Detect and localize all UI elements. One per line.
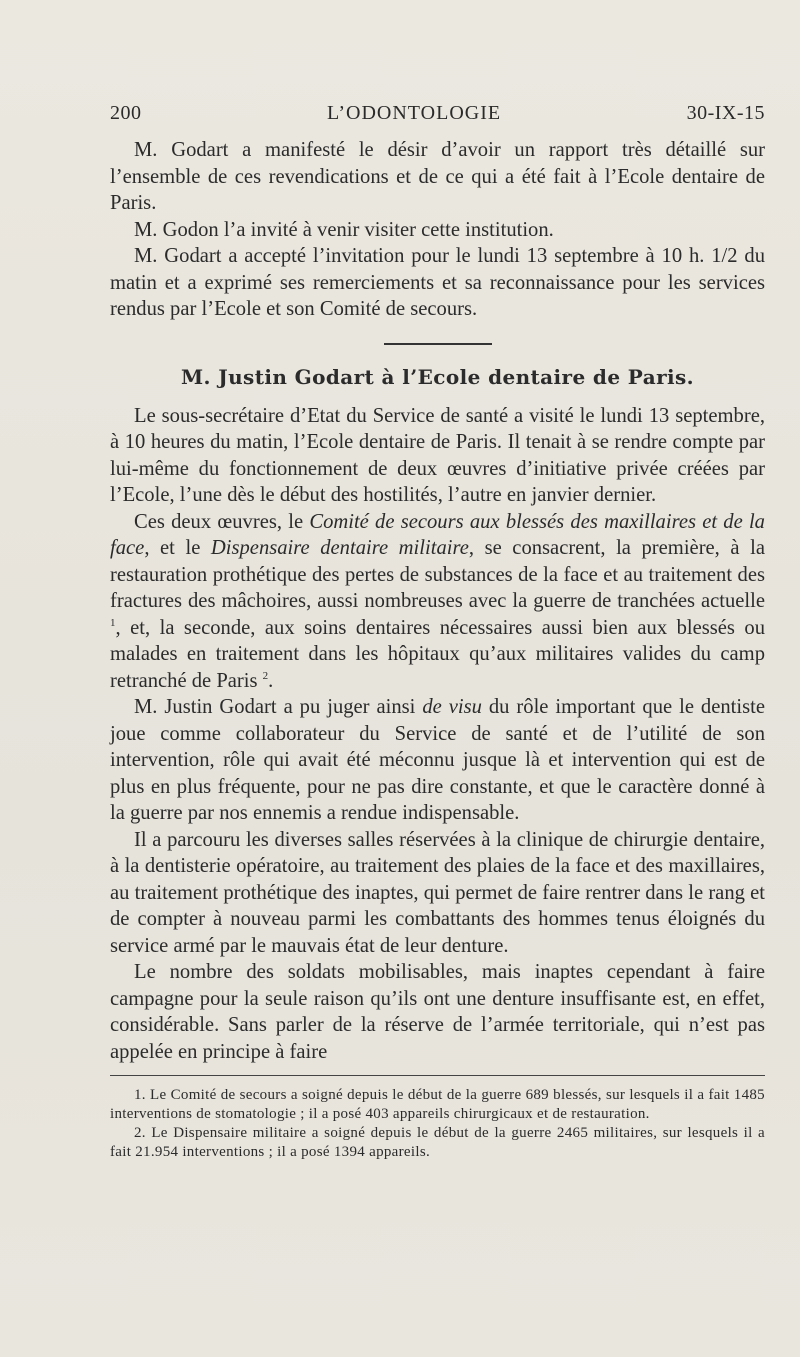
- text-run: , se consacrent, la première, à la restauration prothétique des pertes de substances de la face et au traitement des fractures des mâchoires, aussi nombreuses avec la guerre de tranchées actuelle: [110, 537, 765, 612]
- text-run: , et, la seconde, aux soins dentaires nécessaires aussi bien aux blessés ou malades en traitement dans les hôpitaux qu’aux militaires valides du camp retranché de Paris: [110, 616, 765, 692]
- text-run: Ces deux œuvres, le: [134, 510, 310, 533]
- section-title: M. Justin Godart à l’Ecole dentaire de Paris.: [180, 364, 695, 389]
- body-paragraph: Le nombre des soldats mobilisables, mais inaptes cependant à faire campagne pour la seule raison qu’ils ont une denture insuffisante est, en effet, considérable. Sans parler de la réserve de l’armée territoriale, qui n’est pas appelée en principe à faire: [110, 961, 765, 1063]
- italic-title: Dispensaire dentaire militaire: [210, 537, 469, 559]
- footnote-ref: 2: [262, 669, 269, 682]
- body-paragraph: Le sous-secrétaire d’Etat du Service de santé a visité le lundi 13 septembre, à 10 heures du matin, l’Ecole dentaire de Paris. Il tenait à se rendre compte par lui-même du fonctionnement de deux œuvres d’initiative privée créées par l’Ecole, l’une dès le début des hostilités, l’autre en janvier dernier.: [110, 404, 765, 506]
- section-divider: [384, 343, 492, 345]
- text-run: du rôle important que le dentiste joue comme collaborateur du Service de santé et de l’utilité de son intervention, rôle qui avait été méconnu jusque là et intervention qui est de plus en plus fréquente, pour ne pas dire constante, et que le caractère donné à la guerre par nos ennemis a rendue indispensable.: [110, 696, 765, 824]
- footnote-divider: [110, 1075, 765, 1076]
- running-head: [110, 102, 765, 125]
- journal-title: L’ODONTOLOGIE: [326, 102, 502, 124]
- footnote-ref: 1: [110, 616, 116, 629]
- body-paragraph: Il a parcouru les diverses salles réservées à la clinique de chirurgie dentaire, à la dentisterie opératoire, au traitement des plaies de la face et des maxillaires, au traitement prothétique des inaptes, qui permet de faire rentrer dans le rang et de compter à nouveau parmi les combattants des hommes tenus éloignés du service armé par le mauvais état de leur denture.: [110, 828, 765, 957]
- issue-date: 30-IX-15: [686, 102, 765, 124]
- page-number: 200: [110, 102, 142, 124]
- italic-title: Comité de secours aux blessés des maxillaires et de la face: [110, 510, 765, 559]
- intro-paragraph: M. Godart a manifesté le désir d’avoir un rapport très détaillé sur l’ensemble de ces revendications et de ce qui a été fait à l’Ecole dentaire de Paris.: [110, 139, 765, 214]
- body-paragraph: [110, 694, 765, 827]
- italic-phrase: de visu: [422, 696, 482, 718]
- text-run: M. Justin Godart a pu juger ainsi: [134, 696, 423, 718]
- footnote: 1. Le Comité de secours a soigné depuis le début de la guerre 689 blessés, sur lesquels il a fait 1485 interventions de stomatologie ; il a posé 403 appareils chirurgicaux et de restauration.: [110, 1087, 765, 1122]
- text-run: .: [268, 669, 274, 692]
- text-column: [110, 102, 765, 1162]
- text-run: , et le: [144, 537, 211, 559]
- intro-paragraph: M. Godart a accepté l’invitation pour le lundi 13 septembre à 10 h. 1/2 du matin et a exprimé ses remerciements et sa reconnaissance pour les services rendus par l’Ecole et son Comité de secours.: [110, 245, 765, 320]
- body-paragraph: [110, 509, 765, 695]
- intro-paragraph: M. Godon l’a invité à venir visiter cette institution.: [134, 218, 554, 241]
- footnote: 2. Le Dispensaire militaire a soigné depuis le début de la guerre 2465 militaires, sur lesquels il a fait 21.954 interventions ; il a posé 1394 appareils.: [110, 1125, 765, 1160]
